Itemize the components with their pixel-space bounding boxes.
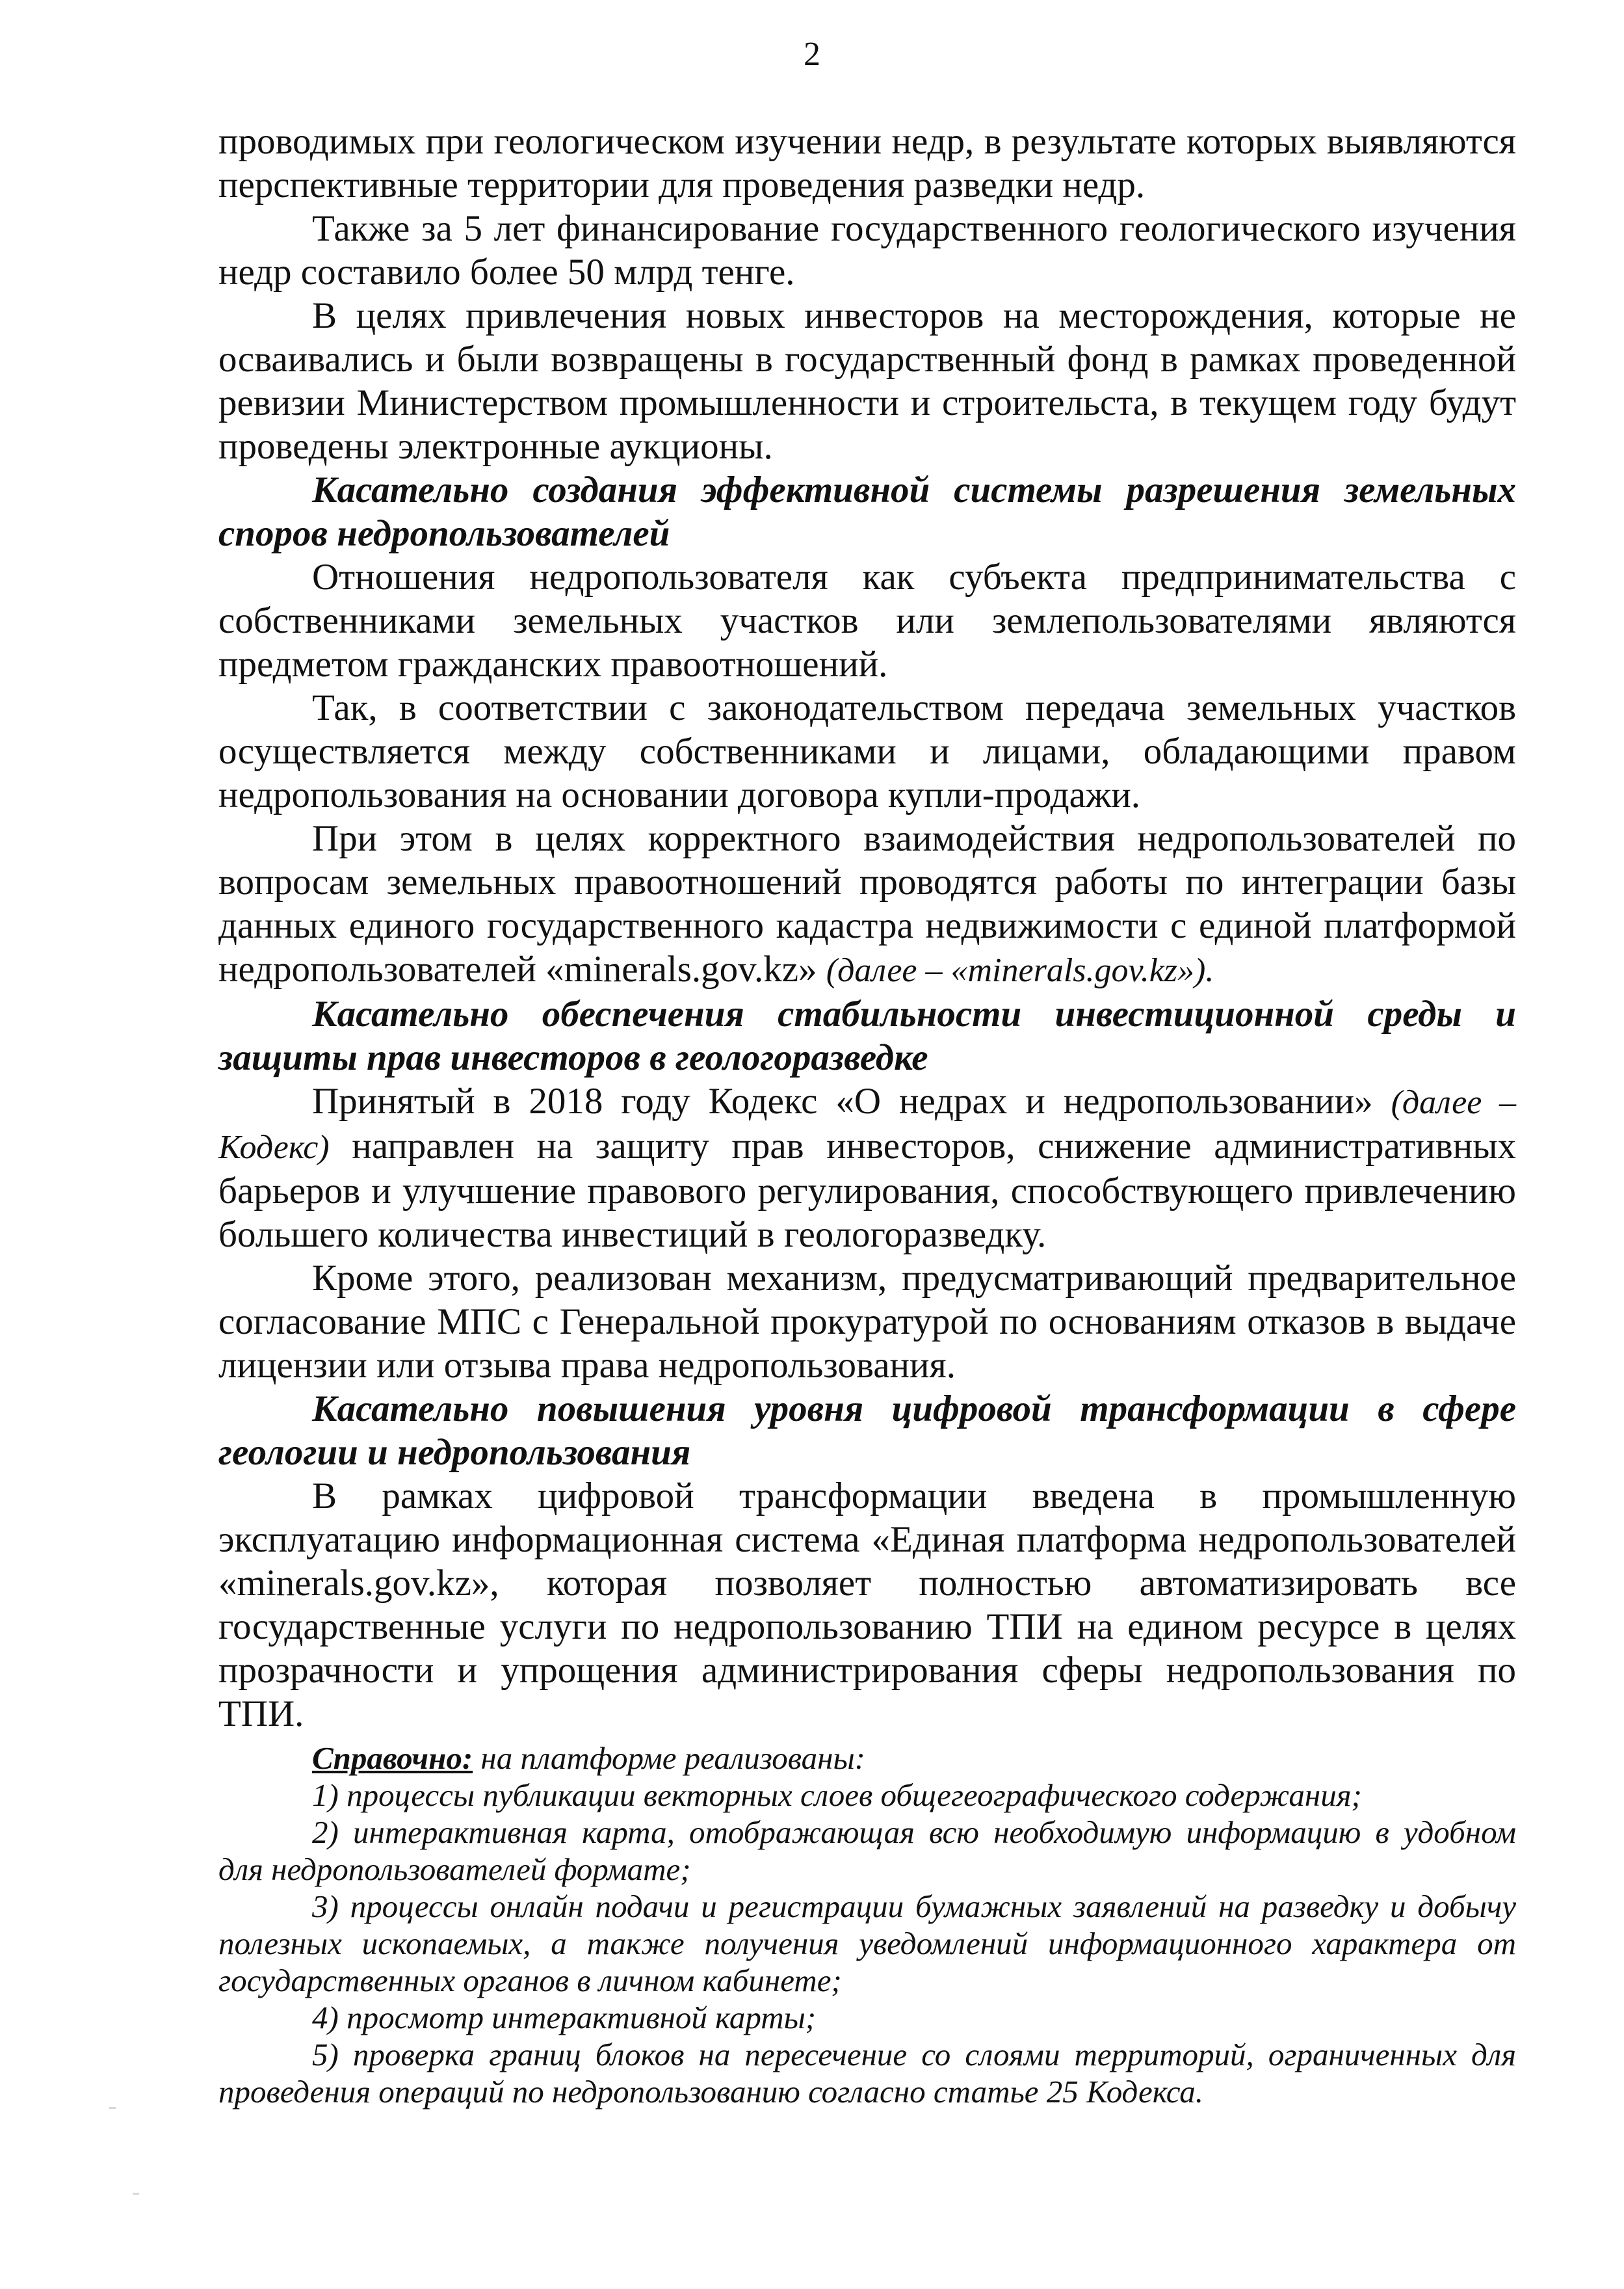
scan-mark bbox=[133, 2193, 139, 2195]
section-heading-investment-stability: Касательно обеспечения стабильности инвестиционной среды и защиты прав инвесторов в геологоразведке bbox=[218, 994, 1516, 1078]
paragraph-auctions: В целях привлечения новых инвесторов на месторождения, которые не осваивались и были возвращены в государственный фонд в рамках проведенной ревизии Министерством промышленности и строительста, в текущем году будут проведены электронные аукционы. bbox=[218, 295, 1516, 467]
paragraph-relations: Отношения недропользователя как субъекта предпринимательства с собственниками земельных участков или землепользователями являются предметом гражданских правоотношений. bbox=[218, 557, 1516, 685]
reference-intro-text: на платформе реализованы: bbox=[473, 1740, 865, 1776]
reference-intro bbox=[218, 1740, 1516, 1777]
paragraph-integration-text: При этом в целях корректного взаимодействия недропользователей по вопросам земельных правоотношений проводятся работы по интеграции базы данных единого государственного кадастра недвижимости с единой платформой недропользователей «minerals.gov.kz» bbox=[218, 818, 1516, 990]
paragraph-mechanism: Кроме этого, реализован механизм, предусматривающий предварительное согласование МПС с Генеральной прокуратурой по основаниям отказов в выдаче лицензии или отзыва права недропользования. bbox=[218, 1258, 1516, 1386]
paragraph-land-transfer: Так, в соответствии с законодательством передача земельных участков осуществляется между собственниками и лицами, обладающими правом недропользования на основании договора купли-продажи. bbox=[218, 687, 1516, 815]
paragraph-code-end: направлен на защиту прав инвесторов, снижение административных барьеров и улучшение правового регулирования, способствующего привлечению большего количества инвестиций в геологоразведку. bbox=[218, 1126, 1516, 1255]
reference-item: 5) проверка границ блоков на пересечение со слоями территорий, ограниченных для проведения операций по недропользованию согласно статье 25 Кодекса. bbox=[218, 2037, 1516, 2110]
paragraph-code-note: (далее – Кодекс) bbox=[218, 1084, 1516, 1166]
reference-item: 2) интерактивная карта, отображающая всю необходимую информацию в удобном для недропользователей формате; bbox=[218, 1814, 1516, 1887]
paragraph-code bbox=[218, 1079, 1516, 1256]
paragraph-integration bbox=[218, 817, 1516, 992]
section-heading-digital-transformation: Касательно повышения уровня цифровой трансформации в сфере геологии и недропользования bbox=[218, 1388, 1516, 1473]
paragraph-continuation: проводимых при геологическом изучении недр, в результате которых выявляются перспективные территории для проведения разведки недр. bbox=[218, 121, 1516, 205]
document-body bbox=[218, 120, 1516, 2110]
scan-mark bbox=[109, 2107, 116, 2109]
reference-item: 3) процессы онлайн подачи и регистрации бумажных заявлений на разведку и добычу полезных ископаемых, а также получения уведомлений информационного характера от государственных органов в личном кабинете; bbox=[218, 1888, 1516, 1998]
reference-item: 1) процессы публикации векторных слоев общегеографического содержания; bbox=[312, 1777, 1362, 1813]
page-number: 2 bbox=[804, 36, 820, 73]
paragraph-code-start: Принятый в 2018 году Кодекс «О недрах и недропользовании» bbox=[312, 1081, 1391, 1122]
reference-label: Справочно: bbox=[312, 1740, 473, 1776]
paragraph-platform: В рамках цифровой трансформации введена в промышленную эксплуатацию информационная система «Единая платформа недропользователей «minerals.gov.kz», которая позволяет полностью автоматизировать все государственные услуги по недропользованию ТПИ на едином ресурсе в целях прозрачности и упрощения администрирования сферы недропользования по ТПИ. bbox=[218, 1475, 1516, 1734]
reference-item: 4) просмотр интерактивной карты; bbox=[312, 2000, 817, 2035]
paragraph-funding: Также за 5 лет финансирование государственного геологического изучения недр составило более 50 млрд тенге. bbox=[218, 208, 1516, 293]
reference-block bbox=[218, 1740, 1516, 2110]
section-heading-land-disputes: Касательно создания эффективной системы разрешения земельных споров недропользователей bbox=[218, 470, 1516, 554]
paragraph-integration-note: (далее – «minerals.gov.kz»). bbox=[826, 952, 1214, 989]
